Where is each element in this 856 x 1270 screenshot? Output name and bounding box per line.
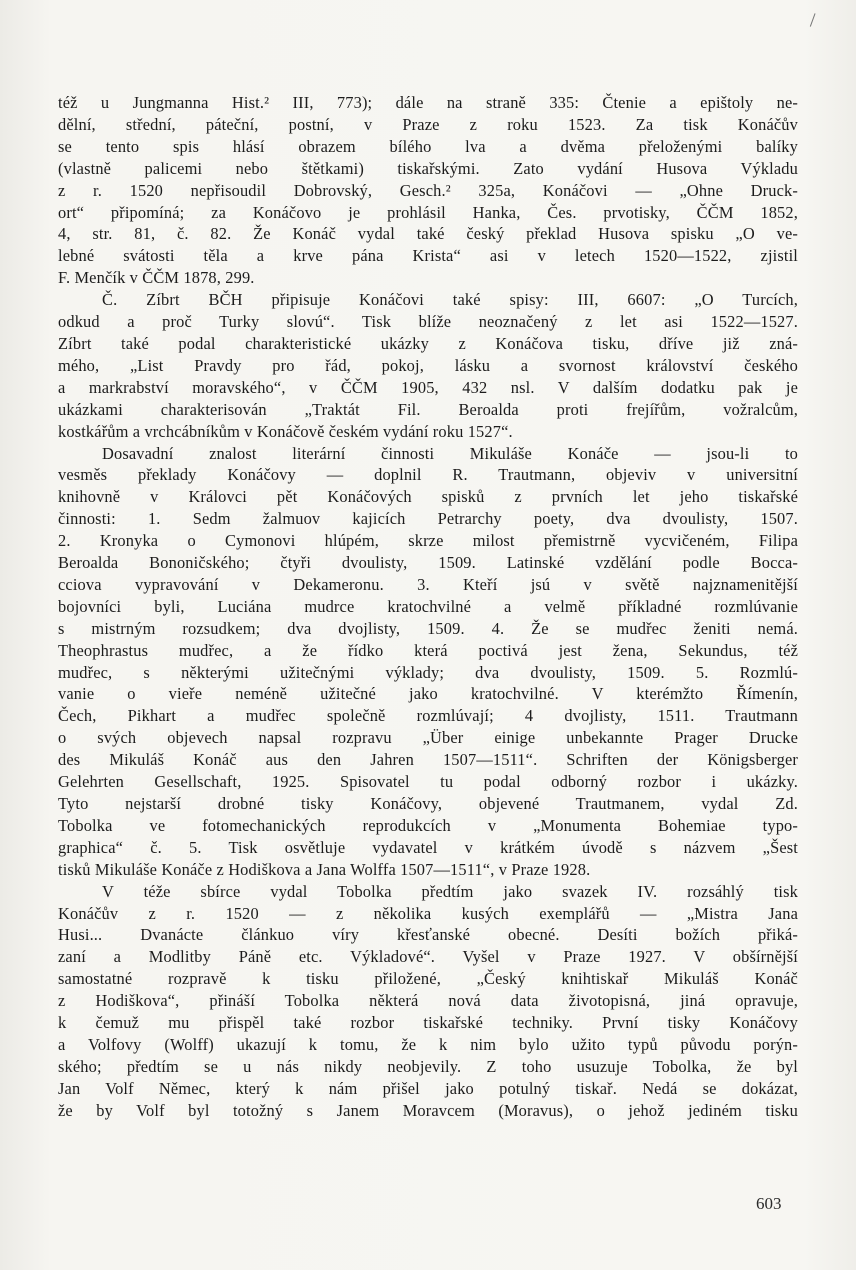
text-line: k čemuž mu přispěl také rozbor tiskařské techniky. První tisky Konáčovy	[58, 1013, 798, 1033]
text-line: Jan Volf Němec, který k nám přišel jako potulný tiskař. Nedá se dokázat,	[58, 1078, 798, 1098]
text-line: cciova vypravování v Dekameronu. 3. Kteří jsú v světě najznamenitější	[58, 574, 798, 594]
text-line: vesměs překlady Konáčovy — doplnil R. Trautmann, objeviv v universitní	[58, 465, 798, 485]
text-line: ského; předtím se u nás nikdy neobjevily. Z toho usuzuje Tobolka, že byl	[58, 1056, 798, 1076]
text-line: 2. Kronyka o Cymonovi hlúpém, skrze milost přemistrně vycvičeném, Filipa	[58, 531, 798, 551]
text-line: ort“ připomíná; za Konáčovo je prohlásil Hanka, Čes. prvotisky, ČČM 1852,	[58, 202, 798, 222]
text-line: Dosavadní znalost literární činnosti Mikuláše Konáče — jsou-li to	[102, 443, 798, 463]
text-line: z Hodiškova“, přináší Tobolka některá nová data životopisná, jiná opravuje,	[58, 991, 798, 1011]
text-line: Beroalda Bononičského; čtyři dvoulisty, 1509. Latinské vzdělání podle Bocca-	[58, 553, 798, 573]
text-line: mudřec, s některými užitečnými výklady; dva dvoulisty, 1509. 5. Rozmlú-	[58, 662, 798, 682]
text-line: vanie o vieře neméně užitečné jako kratochvilné. V kterémžto Římenín,	[58, 684, 798, 704]
text-line: Konáčův z r. 1520 — z několika kusých exemplářů — „Mistra Jana	[58, 903, 798, 923]
text-line: Husi... Dvanácte článkuo víry křesťanské obecné. Desíti božích přiká-	[58, 925, 798, 945]
text-line: Zíbrt také podal charakteristické ukázky z Konáčova tisku, dříve již zná-	[58, 333, 798, 353]
text-line: a markrabství moravského“, v ČČM 1905, 432 nsl. V dalším dodatku pak je	[58, 377, 798, 397]
body-text	[58, 92, 798, 1122]
text-line: o svých objevech napsal rozpravu „Über einige unbekannte Prager Drucke	[58, 728, 798, 748]
text-line: (vlastně palicemi nebo štětkami) tiskařskými. Zato vydání Husova Výkladu	[58, 158, 798, 178]
text-line: zaní a Modlitby Páně etc. Výkladové“. Vyšel v Praze 1927. V obšírnější	[58, 947, 798, 967]
text-line: s mistrným rozsudkem; dva dvojlisty, 1509. 4. Že se mudřec ženiti nemá.	[58, 618, 798, 638]
text-line: bojovníci byli, Luciána mudrce kratochvilné a velmě příkladné rozmlúvanie	[58, 596, 798, 616]
text-line: též u Jungmanna Hist.² III, 773); dále na straně 335: Čtenie a epištoly ne-	[58, 93, 798, 112]
text-line: knihovně v Královci pět Konáčových spisků z prvních let jeho tiskařské	[58, 487, 798, 507]
text-line: Gelehrten Gesellschaft, 1925. Spisovatel tu podal odborný rozbor i ukázky.	[58, 772, 798, 792]
text-line: samostatné rozpravě k tisku přiložené, „Český knihtiskař Mikuláš Konáč	[58, 969, 798, 989]
text-line: Theophrastus mudřec, a že řídko která poctivá jest žena, Sekundus, též	[58, 640, 798, 660]
text-line: dělní, střední, páteční, postní, v Praze z roku 1523. Za tisk Konáčův	[58, 114, 798, 134]
text-line: činnosti: 1. Sedm žalmuov kajicích Petrarchy poety, dva dvoulisty, 1507.	[58, 509, 798, 529]
text-line: Čech, Pikhart a mudřec společně rozmlúvají; 4 dvojlisty, 1511. Trautmann	[58, 706, 798, 726]
text-line: des Mikuláš Konáč aus den Jahren 1507—1511“. Schriften der Königsberger	[58, 750, 798, 770]
text-line: V téže sbírce vydal Tobolka předtím jako svazek IV. rozsáhlý tisk	[102, 881, 798, 901]
text-line: ukázkami charakterisován „Traktát Fil. Beroalda proti frejířům, vožralcům,	[58, 399, 798, 419]
text-line: tisků Mikuláše Konáče z Hodiškova a Jana Wolffa 1507—1511“, v Praze 1928.	[58, 859, 591, 879]
text-line: odkud a proč Turky slovú“. Tisk blíže neoznačený z let asi 1522—1527.	[58, 312, 798, 332]
text-line: se tento spis hlásí obrazem bílého lva a dvěma přeloženými balíky	[58, 136, 798, 156]
margin-pencil-mark	[810, 13, 821, 29]
text-line: Tyto nejstarší drobné tisky Konáčovy, objevené Trautmanem, vydal Zd.	[58, 794, 798, 813]
text-line: mého, „List Pravdy pro řád, pokoj, lásku a svornost království českého	[58, 355, 798, 375]
text-line: F. Menčík v ČČM 1878, 299.	[58, 268, 255, 288]
text-line: graphica“ č. 5. Tisk osvětluje vydavatel v krátkém úvodě s názvem „Šest	[58, 837, 798, 857]
text-line: kostkářům a vrchcábníkům v Konáčově českém vydání roku 1527“.	[58, 421, 513, 441]
text-line: z r. 1520 nepřisoudil Dobrovský, Gesch.² 325a, Konáčovi — „Ohne Druck-	[58, 180, 798, 200]
page-number: 603	[756, 1194, 782, 1213]
text-line: lebné svátosti těla a krve pána Krista“ asi v letech 1520—1522, zjistil	[58, 246, 798, 266]
text-line: a Volfovy (Wolff) ukazují k tomu, že k nim bylo užito typů původu porýn-	[58, 1034, 798, 1054]
text-line: Tobolka ve fotomechanických reprodukcích v „Monumenta Bohemiae typo-	[58, 815, 798, 835]
text-line: 4, str. 81, č. 82. Že Konáč vydal také český překlad Husova spisku „O ve-	[58, 224, 798, 244]
text-line: Č. Zíbrt BČH připisuje Konáčovi také spisy: III, 6607: „O Turcích,	[102, 290, 798, 310]
text-line: že by Volf byl totožný s Janem Moravcem (Moravus), o jehož jediném tisku	[58, 1100, 798, 1120]
